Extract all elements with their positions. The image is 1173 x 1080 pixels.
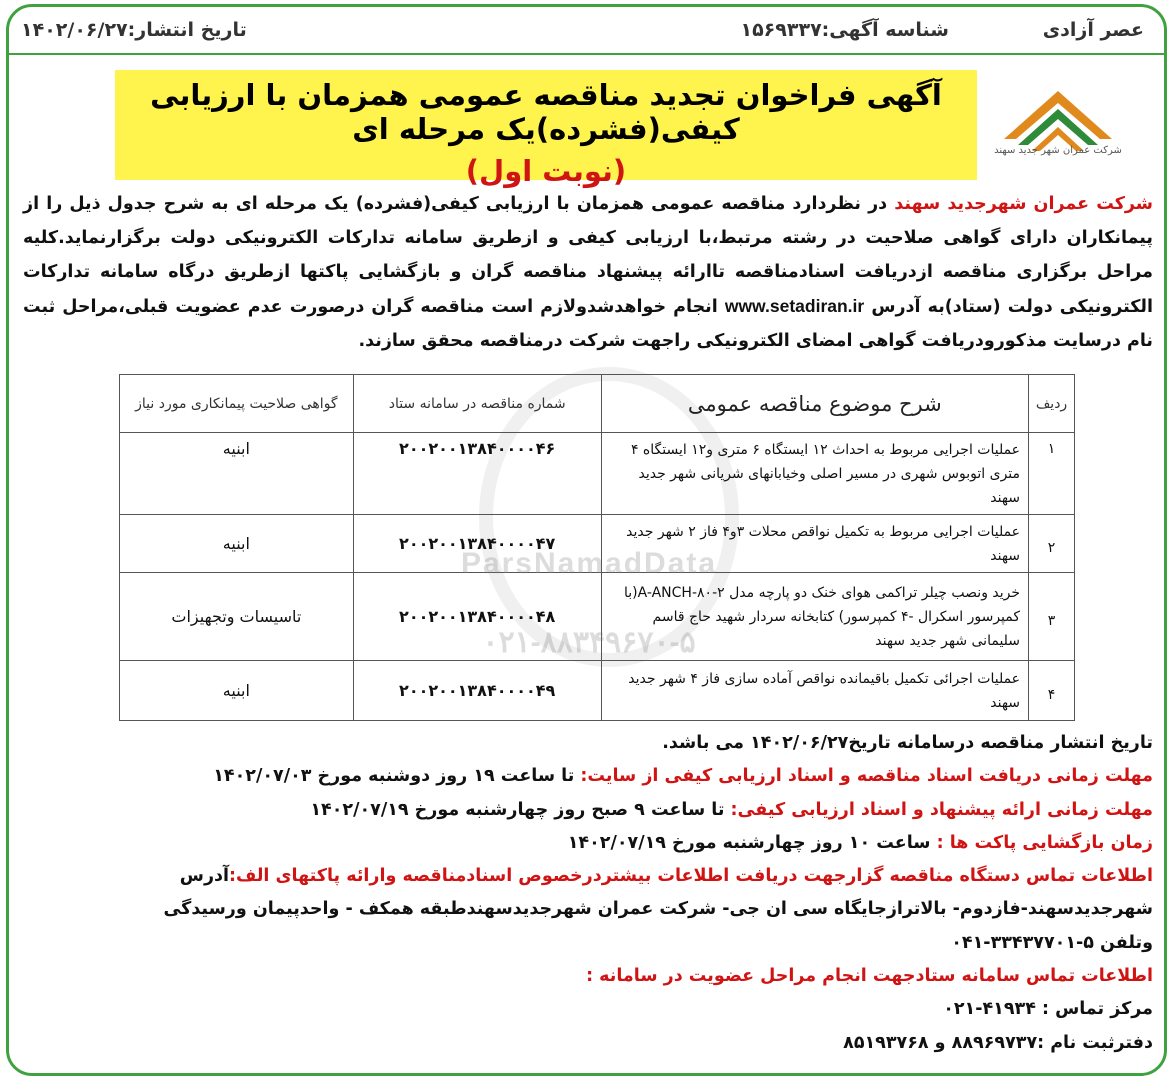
col-cert-header: گواهی صلاحیت پیمانکاری مورد نیاز (120, 375, 354, 433)
header-bar (9, 7, 1164, 57)
watermark-text (409, 547, 769, 660)
contact-line (23, 860, 1153, 893)
company-name: شرکت عمران شهرجدید سهند (894, 194, 1153, 214)
ad-id: شناسه آگهی:۱۵۶۹۳۳۷ (740, 19, 949, 41)
row-tender-code: ۲۰۰۲۰۰۱۳۸۴۰۰۰۰۴۹ (353, 661, 601, 721)
ad-frame (6, 4, 1167, 1076)
publisher-name: عصر آزادی (1042, 19, 1144, 41)
header-divider (9, 53, 1164, 55)
row-description: عملیات اجرایی مربوط به احداث ۱۲ ایستگاه ۶ متری و۱۲ ایستگاه ۴ متری اتوبوس شهری در مسیر اصلی وخیابانهای شریانی شهر جدید سهند (601, 433, 1028, 515)
registry-office: دفترثبت نام :۸۸۹۶۹۷۳۷ و ۸۵۱۹۳۷۶۸ (843, 1032, 1153, 1053)
intro-paragraph (23, 187, 1153, 358)
row-description: عملیات اجرائی تکمیل باقیمانده نواقص آماده سازی فاز ۴ شهر جدید سهند (601, 661, 1028, 721)
row-certificate: ابنیه (120, 433, 354, 515)
title-round: (نوبت اول) (465, 154, 627, 188)
table-row (120, 433, 1075, 515)
doc-deadline-label: مهلت زمانی دریافت اسناد مناقصه و اسناد ارزیابی کیفی از سایت: (580, 766, 1153, 787)
row-certificate: تاسیسات وتجهیزات (120, 573, 354, 661)
table-row (120, 661, 1075, 721)
row-number: ۳ (1029, 573, 1075, 661)
contact-address: شهرجدیدسهند-فازدوم- بالاترازجایگاه سی ان جی- شرکت عمران شهرجدیدسهندطبقه همکف - واحدپیمان ورسیدگی (163, 899, 1153, 920)
offer-deadline-line (23, 794, 1153, 827)
row-tender-code: ۲۰۰۲۰۰۱۳۸۴۰۰۰۰۴۸ (353, 573, 601, 661)
publish-line: تاریخ انتشار مناقصه درسامانه تاریخ۱۴۰۲/۰۶/۲۷ می باشد. (662, 733, 1153, 753)
offer-deadline-label: مهلت زمانی ارائه پیشنهاد و اسناد ارزیابی کیفی: (730, 799, 1153, 820)
row-description: عملیات اجرایی مربوط به تکمیل نواقص محلات ۳و۴ فاز ۲ شهر جدید سهند (601, 515, 1028, 573)
intro-text-2: انجام خواهدشدولازم است مناقصه گران درصورت عدم عضویت قبلی،مراحل ثبت نام درسایت مذکورودریافت گواهی امضای الکترونیکی راجهت شرکت درمناقصه محقق سازند. (23, 297, 1153, 351)
opening-value: ساعت ۱۰ روز چهارشنبه مورخ ۱۴۰۲/۰۷/۱۹ (567, 832, 937, 853)
row-number: ۲ (1029, 515, 1075, 573)
contact-label: اطلاعات تماس دستگاه مناقصه گزارجهت دریافت اطلاعات بیشتردرخصوص اسنادمناقصه وارائه پاکتهای الف: (229, 866, 1153, 887)
details-section (23, 727, 1153, 1060)
row-tender-code: ۲۰۰۲۰۰۱۳۸۴۰۰۰۰۴۷ (353, 515, 601, 573)
row-description: خرید ونصب چیلر تراکمی هوای خنک دو پارچه مدل ۲-A-ANCH-۸۰(با کمپرسور اسکرال -۴ کمپرسور) کتابخانه سردار شهید حاج قاسم سلیمانی شهر جدید سهند (601, 573, 1028, 661)
offer-deadline-value: تا ساعت ۹ صبح روز چهارشنبه مورخ ۱۴۰۲/۰۷/۱۹ (310, 799, 731, 820)
row-certificate: ابنیه (120, 661, 354, 721)
company-logo-icon (984, 69, 1132, 179)
doc-deadline-line (23, 760, 1153, 793)
col-row-header: ردیف (1029, 375, 1075, 433)
row-certificate: ابنیه (120, 515, 354, 573)
call-center: مرکز تماس : ۴۱۹۳۴-۰۲۱ (943, 999, 1153, 1020)
doc-deadline-value: تا ساعت ۱۹ روز دوشنبه مورخ ۱۴۰۲/۰۷/۰۳ (213, 766, 581, 787)
row-tender-code: ۲۰۰۲۰۰۱۳۸۴۰۰۰۰۴۶ (353, 433, 601, 515)
col-subject-header: شرح موضوع مناقصه عمومی (601, 375, 1028, 433)
setad-contact-label: اطلاعات تماس سامانه ستادجهت انجام مراحل عضویت در سامانه : (586, 966, 1153, 987)
watermark-phone: ۰۲۱-۸۸۳۴۹۶۷۰-۵ (482, 626, 696, 659)
col-code-header: شماره مناقصه در سامانه ستاد (353, 375, 601, 433)
intro-text-1: در نظردارد مناقصه عمومی همزمان با ارزیابی کیفی(فشرده) یک مرحله ای به شرح جدول ذیل را از پیمانکاران دارای گواهی صلاحیت در رشته مرتبط،با ارزیابی کیفی و ازطریق سامانه تدارکات الکترونیکی دولت برگزارنماید.کلیه مراحل برگزاری مناقصه ازدریافت اسنادمناقصه تاارائه پیشنهاد مناقصه گران و بازگشایی پاکتها ازطریق درگاه سامانه تدارکات الکترونیکی دولت (ستاد)به آدرس (23, 194, 1153, 317)
title-main: آگهی فراخوان تجدید مناقصه عمومی همزمان با ارزیابی کیفی(فشرده)یک مرحله ای (150, 78, 942, 146)
logo-caption: شرکت عمران شهر جدید سهند (994, 145, 1122, 156)
watermark-brand: ParsNamadData (460, 547, 718, 580)
contact-phone: وتلفن ۵-۳۳۴۳۷۷۰۱-۰۴۱ (951, 932, 1153, 953)
opening-line (23, 827, 1153, 860)
publish-date: تاریخ انتشار:۱۴۰۲/۰۶/۲۷ (21, 19, 247, 41)
row-number: ۴ (1029, 661, 1075, 721)
opening-label: زمان بازگشایی پاکت ها : (936, 832, 1153, 853)
table-header-row (120, 375, 1075, 433)
website-link[interactable]: www.setadiran.ir (724, 296, 865, 316)
contact-address-label: آدرس (179, 866, 229, 887)
row-number: ۱ (1029, 433, 1075, 515)
title-box (115, 70, 977, 188)
